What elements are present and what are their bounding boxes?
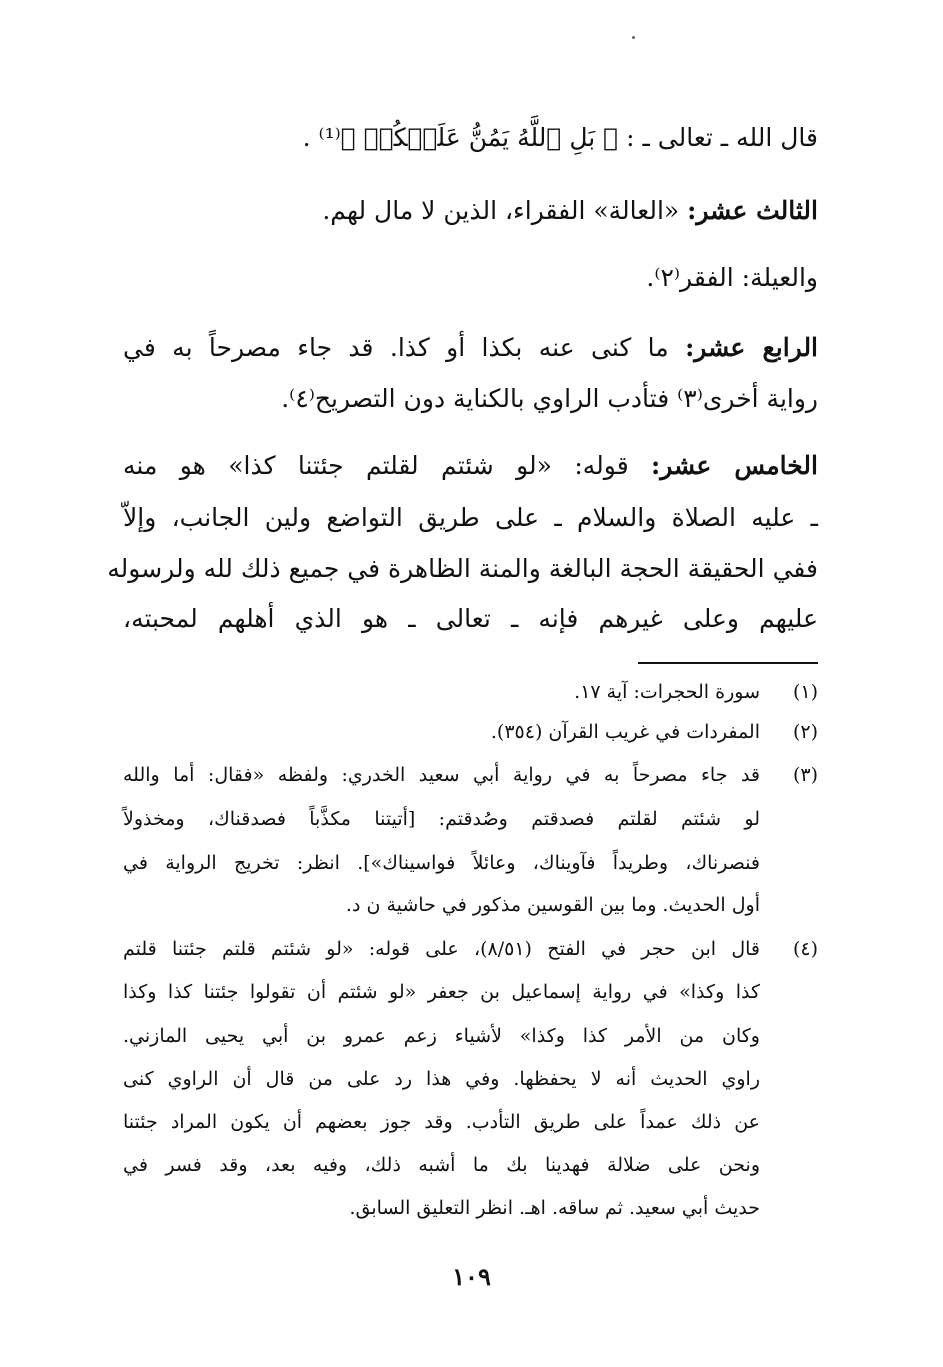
scan-speck [632, 36, 635, 39]
footnote-separator [638, 662, 818, 664]
body-line-3: والعيلة: الفقر⁽٢⁾. [646, 263, 818, 292]
footnote-1-number: (١) [792, 681, 818, 703]
body-line-6 [123, 448, 818, 484]
footnote-1-text: سورة الحجرات: آية ١٧. [574, 681, 760, 703]
body-line-2-text: «العالة» الفقراء، الذين لا مال لهم. [322, 196, 688, 225]
body-line-5: رواية أخرى⁽٣⁾ فتأدب الراوي بالكناية دون التصريح⁽٤⁾. [281, 384, 818, 413]
body-line-4-text: ما كنى عنه بكذا أو كذا. قد جاء مصرحاً به في [123, 333, 686, 362]
footnote-4-number: (٤) [792, 938, 818, 960]
body-line-4 [123, 330, 818, 366]
footnote-2-text: المفردات في غريب القرآن (٣٥٤). [490, 721, 760, 743]
body-line-9: عليهم وعلى غيرهم فإنه ـ تعالى ـ هو الذي أهلهم لمحبته، [123, 604, 818, 633]
body-line-6-text: قوله: «لو شئتم لقلتم جئتنا كذا» هو منه [123, 451, 652, 480]
footnote-2-number: (٢) [792, 721, 818, 743]
section-heading-14: الرابع عشر: [685, 333, 819, 362]
body-line-1: قال الله ـ تعالى ـ : ﴿ بَلِ ٱللَّهُ يَمُنُّ عَلَيۡكُمۡ ﴾⁽¹⁾ . [302, 123, 818, 152]
page-number: ١٠٩ [452, 1262, 491, 1291]
footnote-3-number: (٣) [792, 764, 818, 786]
section-heading-15: الخامس عشر: [651, 451, 818, 480]
body-line-7: ـ عليه الصلاة والسلام ـ على طريق التواضع ولين الجانب، وإلاّ [123, 503, 818, 532]
body-line-2 [123, 193, 818, 229]
book-page: قال الله ـ تعالى ـ : ﴿ بَلِ ٱللَّهُ يَمُنُّ عَلَيۡكُمۡ ﴾⁽¹⁾ . الثالث عشر: «العالة» الفقراء، الذين لا مال لهم. والعيلة: الفقر⁽٢⁾. الرابع عشر: ما كنى عنه بكذا أو كذا. قد جاء مصرحاً به في رواية أخرى⁽٣⁾ فتأدب الراوي بالكناية دون التصريح⁽٤⁾. الخامس عشر: قوله: «لو شئتم لقلتم جئتنا كذا» هو منه ـ عليه الصلاة والسلام ـ على طريق التواضع ولين الجانب، وإلاّ ففي الحقيقة الحجة البالغة والمنة الظاهرة في جميع ذلك لله ولرسوله عليهم وعلى غيرهم فإنه ـ تعالى ـ هو الذي أهلهم لمحبته، (١) سورة الحجرات: آية ١٧. (٢) المفردات في غريب القرآن (٣٥٤). (٣) قد جاء مصرحاً به في رواية أبي سعيد الخدري: ولفظه «فقال: أما والله لو شئتم لقلتم فصدقتم وصُدقتم: [أتيتنا مكذَّباً فصدقناك، ومخذولاً فنصرناك، وطريداً فآويناك، وعائلاً فواسيناك»]. انظر: تخريج الرواية في أول الحديث. وما بين القوسين مذكور في حاشية ن د. (٤) قال ابن حجر في الفتح (٨/٥١)، على قوله: «لو شئتم قلتم جئتنا قلتم كذا وكذا» في رواية إسماعيل بن جعفر «لو شئتم أن تقولوا جئتنا كذا وكذا وكان من الأمر كذا وكذا» لأشياء زعم عمرو بن أبي يحيى المازني. راوي الحديث أنه لا يحفظها. وفي هذا رد على من قال أن الراوي كنى عن ذلك عمداً على طريق التأدب. وقد جوز بعضهم أن يكون المراد جئتنا ونحن على ضلالة فهدينا بك ما أشبه ذلك، وفيه بعد، وقد فسر في حديث أبي سعيد. ثم ساقه. اهـ. انظر التعليق السابق. ١٠٩ [0, 0, 943, 1367]
section-heading-13: الثالث عشر: [687, 196, 818, 225]
body-line-8: ففي الحقيقة الحجة البالغة والمنة الظاهرة في جميع ذلك لله ولرسوله [107, 554, 818, 583]
